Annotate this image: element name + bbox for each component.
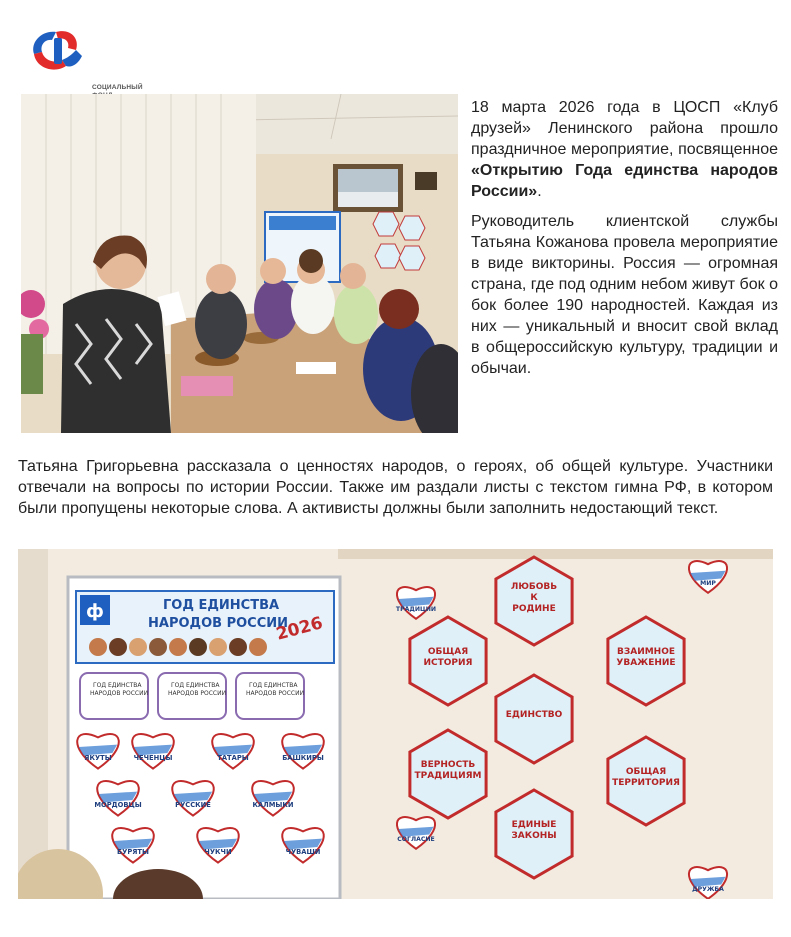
svg-text:ГОД ЕДИНСТВА: ГОД ЕДИНСТВА <box>93 682 142 689</box>
svg-text:БАШКИРЫ: БАШКИРЫ <box>282 754 324 763</box>
svg-text:МОРДОВЦЫ: МОРДОВЦЫ <box>94 801 142 810</box>
intro-text <box>471 97 778 388</box>
svg-text:ГОД ЕДИНСТВА: ГОД ЕДИНСТВА <box>171 682 220 689</box>
svg-text:НАРОДОВ РОССИИ: НАРОДОВ РОССИИ <box>90 690 149 697</box>
body-paragraph: Татьяна Григорьевна рассказала о ценностях народов, о героях, об общей культуре. Участники отвечали на вопросы по истории России. Также им раздали листы с текстом гимна РФ, в котором были пропущены некоторые слова. А активисты должны были заполнить недостающий текст. <box>18 458 773 517</box>
svg-text:ОБЩАЯ: ОБЩАЯ <box>625 767 667 777</box>
svg-text:ЧУВАШИ: ЧУВАШИ <box>285 848 321 857</box>
svg-text:УВАЖЕНИЕ: УВАЖЕНИЕ <box>616 658 676 668</box>
svg-text:ЧЕЧЕНЦЫ: ЧЕЧЕНЦЫ <box>133 754 173 763</box>
svg-text:ГОД ЕДИНСТВА: ГОД ЕДИНСТВА <box>249 682 298 689</box>
svg-text:ТАТАРЫ: ТАТАРЫ <box>217 754 249 763</box>
svg-text:ИСТОРИЯ: ИСТОРИЯ <box>423 658 473 668</box>
svg-text:ДРУЖБА: ДРУЖБА <box>692 886 724 894</box>
wall-display-photo <box>18 549 773 899</box>
intro-paragraph-1 <box>471 97 778 202</box>
svg-text:ЛЮБОВЬ: ЛЮБОВЬ <box>510 582 558 592</box>
svg-text:ТРАДИЦИЯМ: ТРАДИЦИЯМ <box>414 771 482 781</box>
intro-p1-text: 18 марта 2026 года в ЦОСП «Клуб друзей» Ленинского района прошло праздничное мероприятие, посвященное <box>471 99 778 158</box>
svg-text:НАРОДОВ РОССИИ: НАРОДОВ РОССИИ <box>168 690 227 697</box>
logo-line1: СОЦИАЛЬНЫЙ <box>92 84 143 91</box>
intro-p1-end: . <box>537 183 542 200</box>
svg-text:ТЕРРИТОРИЯ: ТЕРРИТОРИЯ <box>612 778 680 788</box>
intro-p1-bold: «Открытию Года единства народов России» <box>471 162 778 200</box>
poster-year: 2026 <box>274 613 325 645</box>
svg-text:МИР: МИР <box>700 580 716 588</box>
sfr-logo <box>28 24 143 91</box>
svg-text:ф: ф <box>86 601 104 622</box>
svg-text:ЕДИНЫЕ: ЕДИНЫЕ <box>511 820 557 830</box>
svg-text:БУРЯТЫ: БУРЯТЫ <box>117 848 149 857</box>
poster-title-1: ГОД ЕДИНСТВА <box>163 598 280 613</box>
svg-text:НАРОДОВ РОССИИ: НАРОДОВ РОССИИ <box>246 690 305 697</box>
intro-paragraph-2: Руководитель клиентской службы Татьяна Кожанова провела мероприятие в виде викторины. Россия — огромная страна, где под одним небом живут бок о бок более 190 народностей. Каждая из них — уникальный и вносит свой вклад в общероссийскую культуру, традиции и обычаи. <box>471 213 778 377</box>
poster-title-2: НАРОДОВ РОССИИ <box>148 616 289 631</box>
svg-text:РОДИНЕ: РОДИНЕ <box>512 604 556 614</box>
svg-text:КАЛМЫКИ: КАЛМЫКИ <box>252 801 294 810</box>
svg-text:РУССКИЕ: РУССКИЕ <box>175 801 211 810</box>
svg-text:ЧУКЧИ: ЧУКЧИ <box>204 848 232 857</box>
svg-text:ОБЩАЯ: ОБЩАЯ <box>427 647 469 657</box>
svg-text:К: К <box>530 593 538 603</box>
svg-text:ЗАКОНЫ: ЗАКОНЫ <box>511 831 557 841</box>
sfr-logo-icon <box>28 24 88 74</box>
svg-text:ЕДИНСТВО: ЕДИНСТВО <box>505 710 563 720</box>
svg-text:ЯКУТЫ: ЯКУТЫ <box>84 754 112 763</box>
svg-text:ВЗАИМНОЕ: ВЗАИМНОЕ <box>616 647 676 657</box>
svg-text:СОГЛАСИЕ: СОГЛАСИЕ <box>397 836 435 844</box>
svg-text:ВЕРНОСТЬ: ВЕРНОСТЬ <box>420 760 476 770</box>
meeting-photo <box>21 94 458 433</box>
svg-text:ТРАДИЦИИ: ТРАДИЦИИ <box>395 606 437 614</box>
